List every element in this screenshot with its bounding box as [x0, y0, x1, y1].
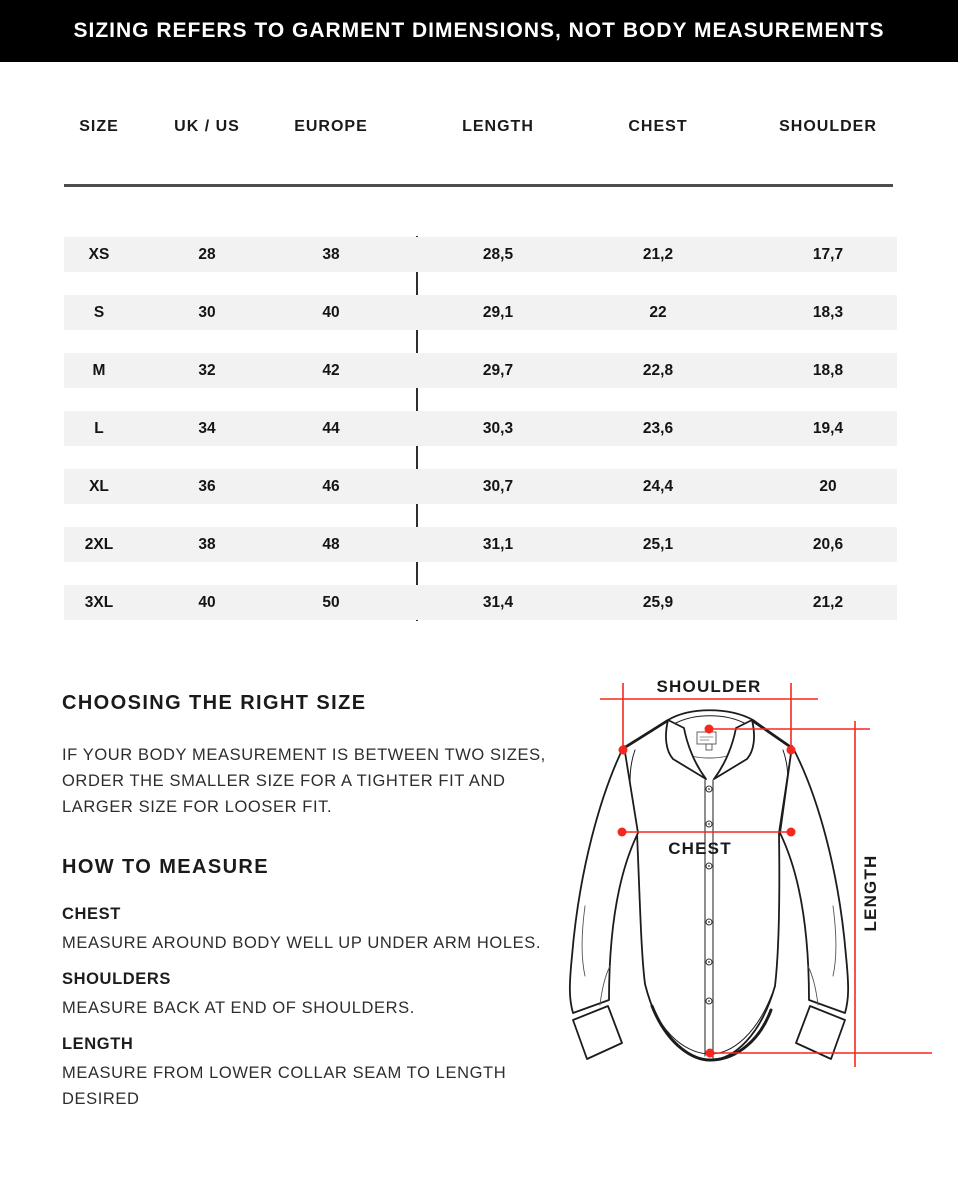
measure-chest-text: MEASURE AROUND BODY WELL UP UNDER ARM HOLES. — [62, 934, 542, 952]
cell-size: M — [92, 362, 106, 379]
table-row-3xl — [64, 585, 897, 620]
cell-shoulder: 18,8 — [812, 362, 844, 379]
cell-europe: 42 — [322, 362, 340, 379]
cell-length: 30,3 — [482, 420, 514, 437]
cell-uk-us: 32 — [198, 362, 216, 379]
cell-shoulder: 20 — [819, 478, 837, 495]
column-header-uk-us: UK / US — [174, 118, 240, 135]
cell-size: 3XL — [84, 594, 114, 611]
size-table-header — [64, 112, 897, 142]
cell-uk-us: 34 — [198, 420, 216, 437]
column-header-shoulder: SHOULDER — [779, 118, 877, 135]
cell-europe: 38 — [322, 246, 340, 263]
cell-chest: 24,4 — [642, 478, 674, 495]
cell-uk-us: 40 — [198, 594, 216, 611]
table-row-l — [64, 411, 897, 446]
diagram-length-label: LENGTH — [861, 854, 880, 932]
choosing-size-heading: CHOOSING THE RIGHT SIZE — [62, 692, 367, 714]
cell-chest: 25,1 — [642, 536, 674, 553]
shirt-measurement-diagram — [555, 655, 958, 1082]
cell-size: 2XL — [84, 536, 114, 553]
cell-chest: 23,6 — [642, 420, 674, 437]
table-row-xs — [64, 237, 897, 272]
cell-size: S — [93, 304, 105, 321]
banner — [0, 0, 958, 62]
cell-uk-us: 36 — [198, 478, 216, 495]
cell-size: XS — [88, 246, 110, 263]
cell-europe: 50 — [322, 594, 340, 611]
table-row-2xl — [64, 527, 897, 562]
cell-length: 28,5 — [482, 246, 514, 263]
measure-chest-label: CHEST — [62, 905, 121, 923]
measure-length-label: LENGTH — [62, 1035, 134, 1053]
table-header-rule — [64, 184, 893, 187]
cell-shoulder: 21,2 — [812, 594, 844, 611]
cell-chest: 21,2 — [642, 246, 674, 263]
cell-chest: 25,9 — [642, 594, 674, 611]
shirt-illustration — [570, 710, 848, 1060]
cell-length: 30,7 — [482, 478, 514, 495]
measure-length-text: MEASURE FROM LOWER COLLAR SEAM TO LENGTH DESIRED — [62, 1064, 507, 1108]
column-header-size: SIZE — [79, 118, 119, 135]
table-row-xl — [64, 469, 897, 504]
diagram-chest-label: CHEST — [668, 839, 732, 858]
collar-brand-label — [697, 732, 716, 744]
measure-shoulders-label: SHOULDERS — [62, 970, 171, 988]
cell-shoulder: 20,6 — [812, 536, 844, 553]
table-row-s — [64, 295, 897, 330]
cell-europe: 44 — [322, 420, 340, 437]
cell-europe: 46 — [322, 478, 340, 495]
cell-length: 29,1 — [482, 304, 514, 321]
cell-chest: 22,8 — [642, 362, 674, 379]
cell-europe: 48 — [322, 536, 340, 553]
how-to-measure-heading: HOW TO MEASURE — [62, 856, 270, 878]
cell-chest: 22 — [649, 304, 667, 321]
cell-uk-us: 28 — [198, 246, 216, 263]
banner-title: SIZING REFERS TO GARMENT DIMENSIONS, NOT BODY MEASUREMENTS — [73, 19, 885, 42]
cell-length: 31,4 — [482, 594, 514, 611]
cell-size: XL — [89, 478, 109, 495]
measure-shoulders-text: MEASURE BACK AT END OF SHOULDERS. — [62, 999, 415, 1017]
cell-length: 31,1 — [482, 536, 514, 553]
cell-uk-us: 38 — [198, 536, 216, 553]
cell-length: 29,7 — [482, 362, 514, 379]
cell-size: L — [94, 420, 104, 437]
cell-shoulder: 17,7 — [812, 246, 844, 263]
table-row-m — [64, 353, 897, 388]
diagram-shoulder-label: SHOULDER — [656, 677, 762, 696]
cell-shoulder: 19,4 — [812, 420, 844, 437]
cell-uk-us: 30 — [198, 304, 216, 321]
choosing-size-body: IF YOUR BODY MEASUREMENT IS BETWEEN TWO SIZES, ORDER THE SMALLER SIZE FOR A TIGHTER FIT AND LARGER SIZE FOR LOOSER FIT. — [62, 746, 546, 816]
column-header-chest: CHEST — [628, 118, 688, 135]
column-header-length: LENGTH — [462, 118, 534, 135]
cell-europe: 40 — [322, 304, 340, 321]
cell-shoulder: 18,3 — [812, 304, 844, 321]
column-header-europe: EUROPE — [294, 118, 368, 135]
